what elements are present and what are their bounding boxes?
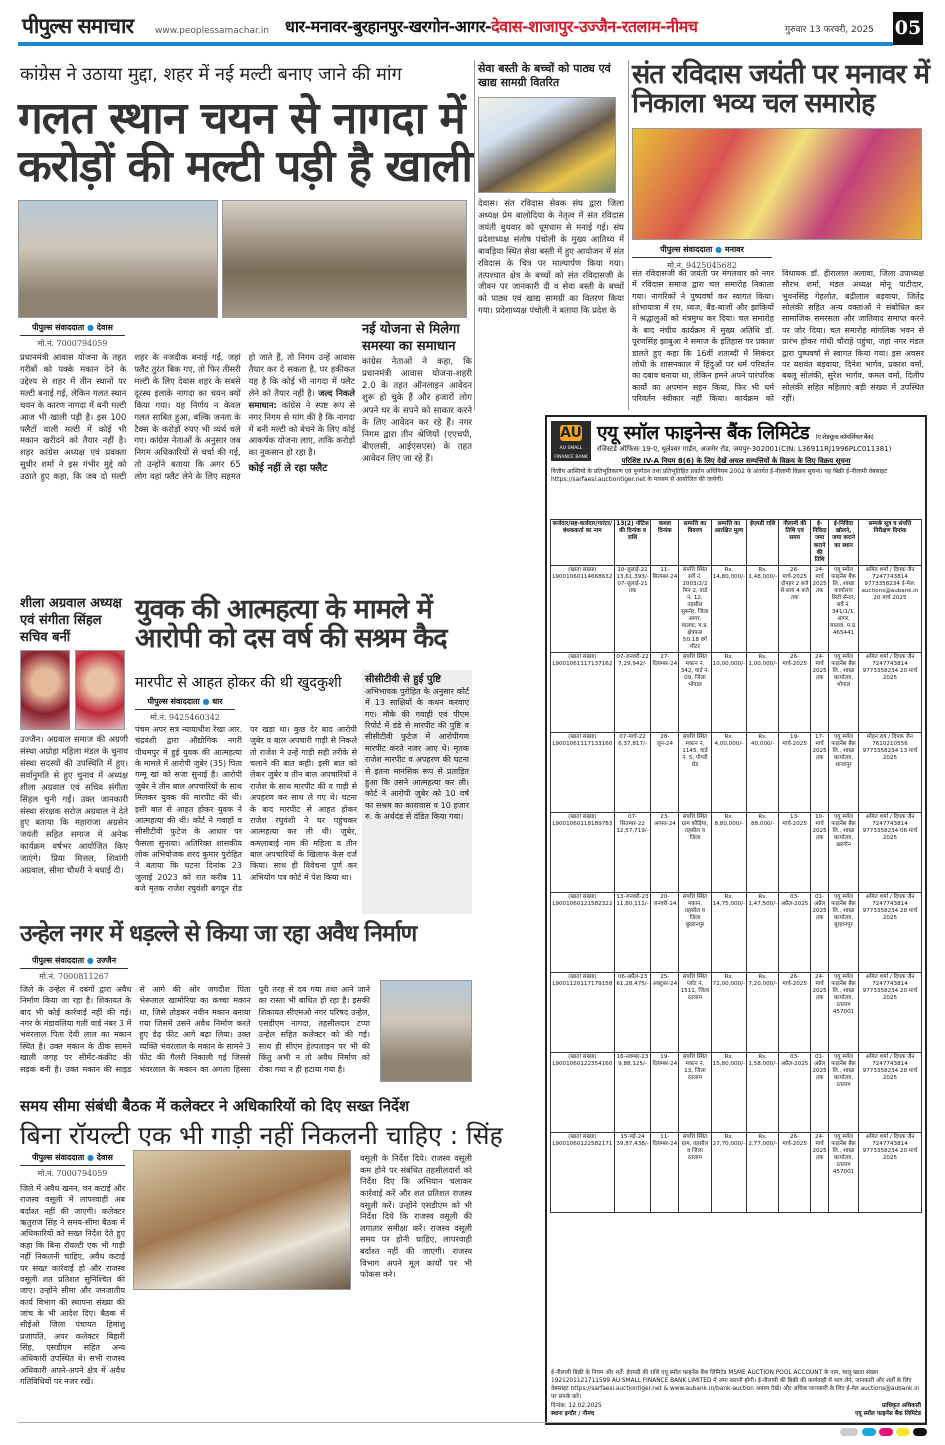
auction-cell: (खाता संख्या) L9001120117179158 (551, 973, 615, 1053)
auction-row (551, 566, 922, 653)
auction-row (551, 893, 922, 973)
auction-cell: संपत्ति स्थित मकान, तहसील व जिला बुरहानपुर (679, 893, 711, 973)
column-divider (628, 60, 629, 410)
auction-row (551, 973, 922, 1053)
auction-cell: 23-अगस्त-24 (651, 813, 679, 893)
auction-cell: अमित शर्मा / दिपक जैन 7247743814 9773358234 06 मार्च 2025 (858, 813, 921, 893)
auction-cell: Rs. 40,000/- (747, 733, 779, 813)
story6-byline-block: पीपुल्स संवाददाता ● उज्जैन मो.नं. 7000811267 (20, 955, 128, 982)
story5-headline: युवक की आत्महत्या के मामले में आरोपी को दस वर्ष की सश्रम कैद (135, 594, 447, 655)
story5-subhead: मारपीट से आहत होकर की थी खुदकुशी (135, 675, 342, 691)
story6-photo (380, 980, 472, 1082)
story3-headline: संत रविदास जयंती पर मनावर में निकाला भव्य चल समारोह (632, 59, 930, 120)
auction-cell: Rs. 8,80,000/- (711, 813, 747, 893)
auction-cell: 07-जनवरी-22 7,29,942/- (614, 653, 651, 733)
auction-col-header: नीलामी की तिथि एवं समय (779, 520, 811, 566)
auction-row (551, 653, 922, 733)
story1-photo-2 (222, 200, 467, 318)
auction-cell: एयू स्मॉल फाइनेंस बैंक लि., शाखा कार्यालय, शाजापुर (829, 733, 859, 813)
auction-cell: (खाता संख्या) L9001060118189783 (551, 813, 615, 893)
auction-cell: मोहन राव / दिपक जैन 7610210556 9773358234 13 मार्च 2025 (858, 733, 921, 813)
story1-byline-block: पीपुल्स संवाददाता ● देवास मो.नं. 7000794059 (20, 322, 125, 349)
au-bank-logo: AU AU SMALL FINANCE BANK (551, 421, 591, 461)
auction-cell: एयू स्मॉल फाइनेंस बैंक लि., शाखा कार्यालय, खरगोन (829, 813, 859, 893)
story5-byline-block: पीपुल्स संवाददाता ● धार मो.नं. 9425460342 (135, 696, 235, 723)
registration-mark-yellow (896, 1428, 910, 1436)
auction-cell: एयू स्मॉल फाइनेंस बैंक लि., शाखा कार्यालय, भोपाल (829, 653, 859, 733)
auction-cell: एयू स्मॉल फाइनेंस बैंक लि., शाखा कार्यालय, रतलाम (829, 1053, 859, 1133)
auction-cell: 26-मार्च-2025 दोपहर 2 बजे से सायं 4 बजे तक (779, 566, 811, 653)
story2-body: देवास। संत रविदास सेवक संघ द्वारा जिला अध्यक्ष प्रेम बालोदिया के नेतृत्व में संत रविदास जयंती बुधवार को धूमधाम से मनाई गई। संघ प्रदेशाध्यक्ष संतोष पंचोली के मुख्य आतिथ्य में बावड़िया स्थित सेवा बस्ती में हुए आयोजन में संत रविदास के चित्र पर माल्यार्पण किया गया। तत्पश्चात क्षेत्र के बच्चों को संत रविदासजी के जीवन पर जानकारी दी व सेवा बस्ती के बच्चों को पाठ्य एवं खाद्य सामग्री का वितरण किया गया। प्रदेशाध्यक्ष पंचोली ने बताया कि प्रदेश के (478, 198, 624, 316)
ad-footer: ई-नीलामी बिक्री के नियम और शर्तें: ईएमडी की राशि एयू स्मॉल फाइनेंस बैंक लिमिटेड MSME AUCTION POOL ACCOUNT के नाम, चालू खाता संख्या 1921201121711599 AU SMALL FINANCE BANK LIMITED में जमा करानी होगी। ई-नीलामी की बिक्री की कार्यवाही में भाग लेने, जानकारी और शर्तों के लिए वेबसाइट https://sarfaesi.auctiontiger.net & www.aubank.in/bank-auction अवश्य देखें। और अधिक जानकारी के लिए ई-मेल auctions@aubank.in पर संपर्क करें। दिनांक: 12.02.2025 स्थानः इन्दौर / नीमच प्राधिकृत अधिकारी एयू स्मॉल फाइनेंस बैंक लिमिटेड (551, 1370, 921, 1418)
auction-cell: 26-मार्च-2025 (779, 1133, 811, 1213)
auction-cell: Rs. 1,47,500/- (747, 893, 779, 973)
story7-body-continued: वसूली के निर्देश दिये। राजस्व वसूली कम होने पर संबंधित तहसीलदारों को निर्देश दिए कि अभियान चलाकर कार्रवाई करें और शत प्रतिशत राजस्व वसूली करें। उन्होंने एसडीएम को भी निर्देश दिये कि राजस्व वसूली की लगातार समीक्षा करें। राजस्व वसूली समय पर होनी चाहिए, लापरवाही बर्दाश्त नहीं की जाएगी। राजस्व विभाग अपने मूल कार्यों पर भी फोकस करे। (360, 1153, 472, 1280)
issue-date: गुरुवार 13 फरवरी, 2025 (785, 25, 874, 35)
auction-cell: अमित शर्मा / दिपक जैन 7247743814 9773358234 20 मार्च 2025 (858, 1133, 921, 1213)
auction-col-header: ई-निविदा खोलने, जमा कराने का स्थान (829, 520, 859, 566)
auction-cell: 28-जून-24 (651, 733, 679, 813)
ad-subtitle: परिशिष्ट IV-A नियम 8(6) के लिए देखें अचल सम्पत्तियों के विक्रय के लिए विक्रय सूचना (621, 457, 851, 465)
auction-cell: संपत्ति स्थित ग्राम, तहसील व जिला रतलाम (679, 1133, 711, 1213)
portrait-sheela-agrawal (20, 650, 70, 730)
registration-mark-magenta (879, 1428, 893, 1436)
auction-cell: Rs. 4,00,000/- (711, 733, 747, 813)
auction-cell: Rs. 1,48,000/- (747, 566, 779, 653)
auction-cell: 19-दिसम्बर-24 (651, 1053, 679, 1133)
auction-cell: एयू स्मॉल फाइनेंस बैंक लि., शाखा कार्यालय, बुरहानपुर (829, 893, 859, 973)
auction-cell: अमित शर्मा / दिपक जैन 7247743814 9773358234 28 मार्च 2025 (858, 893, 921, 973)
auction-cell: Rs. 27,70,000/- (711, 1133, 747, 1213)
auction-cell: Rs. 10,00,000/- (711, 653, 747, 733)
story6-body: जिले के उन्हेल में दबंगों द्वारा अवैध निर्माण किया जा रहा है। शिकायत के बाद भी कोई कार्रवाई नहीं की गई। नगर के मंडावलिया गली वार्ड नंबर 3 में भंवरलाल पिता देवी लाल का मकान स्थित है। उक्त मकान के ठीक सामने खाली जगह पर सीमेंट-कंक्रीट की सड़क बनी है। उक्त मकान की साइड से आगे की ओर जगदीश पिता भेरूलाल खामोरिया का कच्चा मकान था, जिसे तोड़कर नवीन मकान बनाया गया जिसमें उसने अवैध निर्माण करते हुए डेढ़ फीट आगे बढ़ा लिया। उक्त व्यक्ति भंवरलाल के मकान के सामने 3 फीट की गैलरी निकाली गई जिससे भंवरलाल के मकान का अगला हिस्सा पूरी तरह से दब गया तथा आने जाने का रास्ता भी बाधित हो रहा है। इसकी शिकायत सीएमओ नगर परिषद उन्हेल, एसडीएम नागदा, तहसीलदार टप्पा उन्हेल सहित कलेक्टर को की गई। साथ ही सीएम हेल्पलाइन पर भी की किंतु अभी न तो अवैध निर्माण को रोका गया न ही हटाया गया है। (20, 985, 370, 1074)
auction-cell: Rs. 7,20,000/- (747, 973, 779, 1053)
auction-cell: 11-सितम्बर-24 (651, 566, 679, 653)
story3-body: संत रविदासजी की जयंती पर मंगलवार को नगर में रविदास समाज द्वारा चल समारोह निकाला गया। नागरिकों ने पुष्पवर्षा कर स्वागत किया। शोभायात्रा में रथ, ध्वज, बैंड-बाजों और झांकियों ने श्रद्धालुओं को मंत्रमुग्ध कर दिया। चल समारोह के बाद मंचीय कार्यक्रम में मुख्य अतिथि डॉ. पूरणसिंह झाबुआ ने समाज के इतिहास पर प्रकाश डालते हुए कहा कि 16वीं शताब्दी में सिकंदर लोधी के शासनकाल में हिंदुओं पर धर्म परिवर्तन का दबाव बनाया था, लेकिन हमने अपने पारंपरिक कार्यों का अपमान सहन किया, फिर भी धर्म परिवर्तन स्वीकार नहीं किया। कार्यक्रम को विधायक डॉ. हीरालाल अलावा, जिला उपाध्यक्ष सौरभ शर्मा, मंडल अध्यक्ष मोनू पाटीदार, भुवनसिंह गेहलोत, बद्रीलाल बड़वाया, जितेंद्र सोलंकी सहित अन्य वक्ताओं ने संबोधित कर सामाजिक समरसता और जातिवाद समाप्त करने पर जोर दिया। चल समारोह मांगलिक भवन से प्रारंभ होकर गांधी चौराहे पहुंचा, जहां नगर मंडल द्वारा पुष्पवर्षा से स्वागत किया गया। इस अवसर पर यशवंत बड़वाया, दिनेश भार्गव, प्रकाश वर्मा, बबलू सोलंकी, सुरेश भार्गव, कमल वर्मा, दिलीप सोलंकी सहित महिलाएं बड़ी संख्या में उपस्थित रहीं। (632, 269, 924, 403)
column-divider (474, 60, 475, 410)
auction-row (551, 813, 922, 893)
auction-row (551, 1053, 922, 1133)
story4-body: उज्जैन। अग्रवाल समाज की अग्रणी संस्था अग्रोहा महिला मंडल के चुनाव संस्था सदस्यों की उपस्थिति में हुए। सर्वानुमति से हुए चुनाव में अध्यक्ष शीला अग्रवाल एवं सचिव संगीता सिंहल चुनी गईं। उक्त जानकारी संस्था संरक्षक सरोज अग्रवाल ने देते हुए बताया कि महाराजा अग्रसेन जयंती सहित समाज में अनेक कार्यक्रम वर्षभर आयोजित किए जाएंगे। प्रिया मित्तल, शिवांगी अग्रवाल, सीमा चौधरी ने बधाई दी। (20, 734, 128, 876)
ad-signatory-bank: एयू स्मॉल फाइनेंस बैंक लिमिटेड (855, 1411, 921, 1418)
ad-place: स्थानः इन्दौर / नीमच (551, 1411, 595, 1418)
bottom-rule (18, 1422, 925, 1423)
story1-sidebar: नई योजना से मिलेगा समस्या का समाधान कांग्रेस नेताओं ने कहा, कि प्रधानमंत्री आवास योजना-शहरी 2.0 के तहत ऑनलाइन आवेदन शुरू हो चुके हैं और हजारों लोग अपने घर के सपने को साकार करने के लिए आवेदन कर रहे हैं। नगर निगम द्वारा तीन श्रेणियों (एएचपी, बीएलसी, आईएसएस) के तहत आवेदन लिए जा रहे हैं। (362, 322, 472, 465)
auction-cell: 15-मई-24 39,87,438/- (614, 1133, 651, 1213)
auction-cell: 17-मार्च 2025 तक (811, 733, 829, 813)
story1-photo-1 (18, 200, 218, 318)
story2-photo (478, 97, 616, 193)
auction-cell: (खाता संख्या) L9001061117133160 (551, 733, 615, 813)
auction-col-header: सम्पत्ति का विवरण (679, 520, 711, 566)
auction-cell: 07-सितम्बर-22 12,57,719/- (614, 813, 651, 893)
auction-cell: (खाता संख्या) L9001061117137162 (551, 653, 615, 733)
auction-cell: संपत्ति स्थित प्लॉट नं. 1511, जिला रतलाम (679, 973, 711, 1053)
auction-cell: 01-अप्रैल 2025 तक (811, 893, 829, 973)
auction-cell: Rs. 1,00,000/- (747, 653, 779, 733)
auction-cell: 24-मार्च 2025 तक (811, 566, 829, 653)
auction-cell: 16-नवम्बर-23 9,88,125/- (614, 1053, 651, 1133)
auction-cell: 24-मार्च 2025 तक (811, 1133, 829, 1213)
auction-cell: अमित शर्मा / दिपक जैन 7247743814 9773358234 20 मार्च 2025 (858, 653, 921, 733)
auction-cell: Rs. 2,77,000/- (747, 1133, 779, 1213)
header-rule (18, 42, 893, 46)
auction-cell: 07-मार्च-22 6,37,817/- (614, 733, 651, 813)
auction-col-header: कब्जा दिनांक (651, 520, 679, 566)
auction-cell: Rs. 88,000/- (747, 813, 779, 893)
auction-cell: एयू स्मॉल फाइनेंस बैंक लि., शाखा कार्यालय, रतलाम 457001 (829, 1133, 859, 1213)
auction-col-header: ईएमडी राशि (747, 520, 779, 566)
auction-cell: 13-जनवरी-23 11,80,111/- (614, 893, 651, 973)
auction-cell: 19-मार्च-2025 (779, 733, 811, 813)
auction-cell: 27-दिसम्बर-24 (651, 653, 679, 733)
story1-body: प्रधानमंत्री आवास योजना के तहत गरीबों को पक्के मकान देने के उद्देश्य से शहर में तीन स्थानों पर मल्टी बनाई गई, लेकिन गलत स्थान चयन के कारण नागदा में बनी मल्टी आज भी खाली पड़ी है। इस 100 फ्लैटों वाली मल्टी में कोई भी मकान खरीदने को तैयार नहीं है। शहर कांग्रेस अध्यक्ष एवं प्रवक्ता सुधीर शर्मा ने इस गंभीर मुद्दे को उठाते हुए कहा, कि जब दो मल्टी शहर के नजदीक बनाई गईं, जहां फ्लैट तुरंत बिक गए, तो फिर तीसरी मल्टी के लिए देवास शहर के सबसे दूरस्थ इलाके नागदा का चयन क्यों किया गया। यह निर्णय न केवल गलत साबित हुआ, बल्कि जनता के टैक्स के करोड़ों रुपए भी व्यर्थ चले गए। कांग्रेस नेताओं के अनुसार जब निगम अधिकारियों से चर्चा की गई, तो उन्होंने बताया कि अगर 65 लोग वहां फ्लैट लेने के लिए सहमत हो जाते हैं, तो निगम उन्हें आवास तैयार कर दे सकता है, पर हकीकत यह है कि कोई भी नागदा में फ्लैट लेने को तैयार नहीं है। जल्द निकले समाधान: कांग्रेस ने स्पष्ट रूप से नगर निगम से मांग की है कि नागदा में बनी मल्टी को बेचने के लिए कोई आकर्षक योजना लाए, ताकि करोड़ों का नुकसान हो रहा है। कोई नहीं ले रहा फ्लैट (20, 352, 355, 482)
story6-headline: उन्हेल नगर में धड़ल्ले से किया जा रहा अवैध निर्माण (20, 921, 417, 947)
auction-table (550, 519, 922, 1213)
story7-body: जिले में अवैध खनन, वन कटाई और राजस्व वसूली में लापरवाही अब बर्दाश्त नहीं की जाएगी। कलेक्टर ऋतुराज सिंह ने समय-सीमा बैठक में अधिकारियों को सख्त निर्देश देते हुए कहा कि बिना रॉयल्टी एक भी गाड़ी नहीं निकलनी चाहिए, अवैध कटाई पर सख्त कार्रवाई हो और राजस्व वसूली शत प्रतिशत सुनिश्चित की जाए। उन्होंने सीमा और जनजातीय कार्य विभाग की स्थापना संख्या की जांच के भी आदेश दिए। बैठक में सीईओ जिला पंचायत हिमांशु प्रजापति, अपर कलेक्टर बिहारी सिंह, एसडीएम सहित अन्य अधिकारी उपस्थित थे। सभी राजस्व अधिकारी अपने-अपने क्षेत्र में अवैध गतिविधियों पर नजर रखें। (20, 1184, 125, 1387)
story7-photo (133, 1150, 351, 1290)
registration-mark-gray (840, 1428, 858, 1436)
edition-regions: धार-मनावर-बुरहानपुर-खरगोन-आगर-देवास-शाजापुर-उज्जैन-रतलाम-नीमच (285, 17, 698, 36)
auction-cell: 26-मार्च-2025 (779, 653, 811, 733)
auction-row (551, 1133, 922, 1213)
auction-cell: (खाता संख्या) L9001060114668632 (551, 566, 615, 653)
website-url[interactable]: www.peoplessamachar.in (155, 26, 269, 36)
story1-kicker: कांग्रेस ने उठाया मुद्दा, शहर में नई मल्टी बनाए जाने की मांग (20, 64, 402, 85)
auction-cell: Rs. 14,80,000/- (711, 566, 747, 653)
auction-cell: Rs. 72,00,000/- (711, 973, 747, 1053)
auction-col-header: सम्पत्ति का आरक्षित मूल्य (711, 520, 747, 566)
registration-mark-cyan (862, 1428, 876, 1436)
auction-cell: एयू स्मॉल फाइनेंस बैंक लि., शाखा कार्यालय, रतलाम 457001 (829, 973, 859, 1053)
auction-cell: 06-अप्रैल-23 61,28,475/- (614, 973, 651, 1053)
auction-cell: Rs. 1,58,000/- (747, 1053, 779, 1133)
auction-cell: (खाता संख्या) L9001060122354160 (551, 1053, 615, 1133)
auction-col-header: कर्जदार/सह-कर्जदार/गारंटर/बंधककर्ता का नाम (551, 520, 615, 566)
auction-cell: 24-मार्च 2025 तक (811, 973, 829, 1053)
story5-body: पंचम अपर सत्र न्यायाधीश रेखा आर. चंद्रवंशी द्वारा औद्योगिक नगरी पीथमपुर में हुई युवक की आत्महत्या के मामले में आरोपी जुबेर (35) पिता गम्मू खां को सजा सुनाई है। आरोपी जुबेर ने तीन बाल अपचारियों के साथ मिलकर युवक की मारपीट की थी। इसी बात से आहत होकर युवक ने आत्महत्या की थी। कोर्ट ने गवाहों व सीसीटीवी फुटेज के आधार पर फैसला सुनाया। अतिरिक्त शासकीय लोक अभियोजक शरद कुमार पुरोहित ने बताया कि घटना दिनांक 23 जुलाई 2023 को रात करीब 11 बजे मृतक राजेश रघुवंशी बगदून रोड पर खड़ा था। कुछ देर बाद आरोपी जुबेर व बाल अपचारी गाड़ी से निकले तो राजेश ने उन्हें गाड़ी सही तरीके से चलाने की बात कही। इसी बात को लेकर जुबेर व तीन बाल अपचारियों ने राजेश के साथ मारपीट की व गाड़ी से अपहरण कर साथ ले गए थे। घटना के बाद मारपीट से आहत होकर राजेश रघुवंशी ने घर पहुंचकर आत्महत्या कर ली थी। जुबेर, कमलाबाई नाम की महिला व तीन बाल अपचारियों के खिलाफ केस दर्ज किया। साथ ही विवेचना पूर्ण कर अभियोग पत्र कोर्ट में पेश किया था। (135, 725, 357, 894)
auction-cell: Rs. 14,75,000/- (711, 893, 747, 973)
auction-cell: 10-जुलाई-22 13,61,393/- 07-जुलाई-21 तक (614, 566, 651, 653)
auction-cell: संपत्ति स्थित सर्वे नं. 2003/2/2 मिन 2, वार्ड नं. 12, तहसील सुसनेर, जिला आगर, मालवा, म.प्र. क्षेत्रफल 50.18 वर्ग मीटर (679, 566, 711, 653)
ad-intro: वित्तीय आस्तियों के प्रतिभूतिकरण एवं पुनर्गठन तथा प्रतिभूतिहित प्रवर्तन अधिनियम 2002 के अंतर्गत ई-नीलामी विक्रय सूचना। यह बिक्री ई-नीलामी वेबसाइट https://sarfaesi.auctiontiger.net के माध्यम से आयोजित की जायेगी। (551, 468, 888, 484)
auction-cell: संपत्ति स्थित मकान नं. 342, वार्ड नं. 09, जिला भोपाल (679, 653, 711, 733)
auction-cell: (खाता संख्या) L9001060122582171 (551, 1133, 615, 1213)
auction-row (551, 733, 922, 813)
auction-col-header: सम्पर्क सूत्र व संपत्ति निरीक्षण दिनांक (858, 520, 921, 566)
auction-cell: 10-मार्च 2025 तक (811, 813, 829, 893)
auction-col-header: 13(2) नोटिस की दिनांक व राशि (614, 520, 651, 566)
ad-date: दिनांक: 12.02.2025 (551, 1403, 602, 1410)
ad-title: एयू स्मॉल फाइनेन्स बैंक लिमिटेड (ए शेड्यूल्ड कॉमर्शियल बैंक) (597, 422, 874, 444)
auction-cell: संपत्ति स्थित ग्राम कौड़िया, तहसील व जिला (679, 813, 711, 893)
auction-cell: 25-अक्टूबर-24 (651, 973, 679, 1053)
story4-headline: शीला अग्रवाल अध्यक्ष एवं संगीता सिंहल सचिव बनीं (20, 596, 122, 645)
story7-kicker: समय सीमा संबंधी बैठक में कलेक्टर ने अधिकारियों को दिए सख्त निर्देश (20, 1097, 410, 1115)
auction-cell: 24-मार्च 2025 तक (811, 653, 829, 733)
auction-cell: अमित शर्मा / दिपक जैन 7247743814 9773358234 ई-मेल: auctions@aubank.in 20 मार्च 2025 (858, 566, 921, 653)
story3-photo (632, 128, 922, 240)
auction-cell: संपत्ति स्थित मकान नं. 13, जिला रतलाम (679, 1053, 711, 1133)
story5-sidebar: सीसीटीवी से हुई पुष्टि अभिभावक पुरोहित के अनुसार कोर्ट में 13 साक्षियों के कथन करवाए गए। मौके की गवाही एवं पीएम रिपोर्ट में डंडे से मारपीट की पुष्टि व सीसीटीवी फुटेज में आरोपीगण मारपीट करते नजर आए थे। मृतक राजेश मारपीट व अपहरण की घटना से इतना मानसिक रूप से प्रताड़ित हुआ कि उसने आत्महत्या कर ली। कोर्ट ने आरोपी जुबेर को 10 वर्ष का सश्रम का कारावास व 10 हजार रु. के अर्थदंड से दंडित किया गया। (362, 670, 472, 914)
registration-mark-black (913, 1428, 927, 1436)
story7-byline-block: पीपुल्स संवाददाता ● देवास मो.नं. 7000794059 (20, 1152, 125, 1179)
ad-address: रजिस्टर्ड ऑफिसः 19-ए, धूलेश्वर गार्डन, अजमेर रोड, जयपुर-302001(CIN: L36911RJ1996PLC011381) (597, 445, 892, 453)
portrait-sangeeta-singhal (75, 650, 125, 730)
auction-cell: 03-अप्रैल-2025 (779, 893, 811, 973)
au-bank-auction-notice (545, 415, 927, 1425)
auction-cell: 01-अप्रैल 2025 तक (811, 1053, 829, 1133)
auction-cell: 13-मार्च-2025 (779, 813, 811, 893)
auction-cell: 20-जनवरी-24 (651, 893, 679, 973)
story2-headline: सेवा बस्ती के बच्चों को पाठ्य एवं खाद्य सामग्री वितरित (478, 62, 611, 90)
auction-cell: अमित शर्मा / दिपक जैन 7247743814 9773358234 28 मार्च 2025 (858, 1053, 921, 1133)
auction-cell: 11-दिसम्बर-24 (651, 1133, 679, 1213)
auction-cell: एयू स्मॉल फाइनेंस बैंक लि., शाखा कार्यालयः सिटी सेन्टर, सर्वे नं. 341/1/1, आगर, मालवा, म.प्र. 465441 (829, 566, 859, 653)
auction-col-header: ई-निविदा जमा कराने की तिथि (811, 520, 829, 566)
auction-cell: 03-अप्रैल-2025 (779, 1053, 811, 1133)
story3-byline-block: पीपुल्स संवाददाता ● मनावर मो.नं. 9425045682 (632, 244, 772, 271)
auction-cell: अमित शर्मा / दिपक जैन 7247743814 9773358234 20 मार्च 2025 (858, 973, 921, 1053)
ad-signatory: प्राधिकृत अधिकारी (882, 1403, 921, 1410)
story7-headline: बिना रॉयल्टी एक भी गाड़ी नहीं निकलनी चाहिए : सिंह (20, 1121, 503, 1150)
auction-cell: 26-मार्च-2025 (779, 973, 811, 1053)
auction-cell: Rs. 15,80,000/- (711, 1053, 747, 1133)
story1-headline: गलत स्थान चयन से नागदा में करोड़ों की मल्टी पड़ी है खाली (18, 93, 472, 192)
page-number: 05 (893, 12, 923, 45)
newspaper-logo: पीपुल्स समाचार (22, 14, 134, 38)
auction-cell: संपत्ति स्थित मकान नं. 1145, वार्ड नं. 5, पीपरी रोड (679, 733, 711, 813)
auction-cell: (खाता संख्या) L9001060121582322 (551, 893, 615, 973)
